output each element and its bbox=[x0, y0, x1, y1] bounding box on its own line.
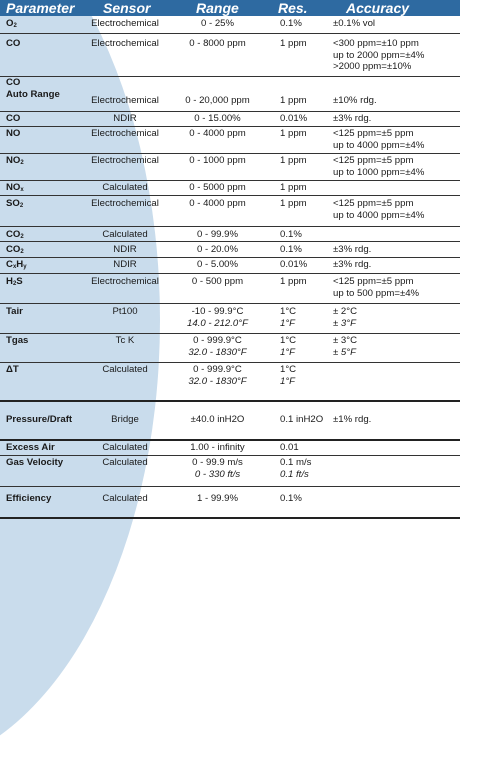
acc-cell: ±1% rdg. bbox=[333, 414, 372, 425]
parameter-cell: NOx bbox=[6, 182, 24, 193]
res-cell: 1 ppm bbox=[280, 198, 307, 209]
res-cell: 0.1 m/s 0.1 ft/s bbox=[280, 457, 312, 480]
res-cell: 0.1% bbox=[280, 244, 302, 255]
parameter-cell: NO bbox=[6, 128, 21, 139]
range-cell: 1 - 99.9% bbox=[196, 493, 239, 504]
range-cell: 0 - 999.9°C 32.0 - 1830°F bbox=[188, 364, 247, 387]
sensor-cell: Calculated bbox=[102, 442, 148, 453]
sensor-cell: Calculated bbox=[102, 457, 148, 468]
acc-cell: <125 ppm=±5 ppm up to 500 ppm=±4% bbox=[333, 276, 420, 299]
range-cell: 0 - 8000 ppm bbox=[189, 38, 246, 49]
table-row bbox=[0, 487, 460, 519]
parameter-cell: Efficiency bbox=[6, 493, 52, 504]
res-cell: 1 ppm bbox=[280, 95, 307, 106]
parameter-cell: CO bbox=[6, 113, 21, 124]
parameter-cell: CxHy bbox=[6, 259, 27, 270]
table-row bbox=[0, 227, 460, 242]
parameter-cell: Tair bbox=[6, 306, 23, 317]
header-sensor: Sensor bbox=[103, 0, 151, 16]
range-cell: 0 - 999.9°C 32.0 - 1830°F bbox=[188, 335, 247, 358]
parameter-cell: H2S bbox=[6, 276, 23, 287]
range-cell: 0 - 1000 ppm bbox=[189, 155, 246, 166]
parameter-cell: CO2 bbox=[6, 229, 24, 240]
range-cell: 0 - 4000 ppm bbox=[189, 198, 246, 209]
sensor-cell: Electrochemical bbox=[91, 128, 159, 139]
table-row bbox=[0, 441, 460, 456]
acc-cell: ±0.1% vol bbox=[333, 18, 376, 29]
sensor-cell: Pt100 bbox=[112, 306, 138, 317]
sensor-cell: Calculated bbox=[102, 364, 148, 375]
header-res: Res. bbox=[278, 0, 308, 16]
sensor-cell: Bridge bbox=[111, 414, 139, 425]
sensor-cell: Electrochemical bbox=[91, 38, 159, 49]
sensor-cell: Calculated bbox=[102, 182, 148, 193]
sensor-cell: Electrochemical bbox=[91, 276, 159, 287]
table-row bbox=[0, 34, 460, 77]
table-row bbox=[0, 242, 460, 258]
table-row bbox=[0, 402, 460, 441]
header-range: Range bbox=[196, 0, 239, 16]
table-row bbox=[0, 77, 460, 112]
acc-cell: <125 ppm=±5 ppm up to 1000 ppm=±4% bbox=[333, 155, 425, 178]
table-row bbox=[0, 127, 460, 154]
sensor-cell: Electrochemical bbox=[91, 95, 159, 106]
acc-cell: <125 ppm=±5 ppm up to 4000 ppm=±4% bbox=[333, 198, 425, 221]
range-cell: 0 - 99.9% bbox=[196, 229, 239, 240]
res-cell: 1°C 1°F bbox=[280, 306, 297, 329]
acc-cell: <300 ppm=±10 ppm up to 2000 ppm=±4% >2000 ppm=±10% bbox=[333, 38, 425, 72]
sensor-cell: Electrochemical bbox=[91, 18, 159, 29]
acc-cell: ±3% rdg. bbox=[333, 244, 372, 255]
acc-cell: ±10% rdg. bbox=[333, 95, 377, 106]
res-cell: 1°C 1°F bbox=[280, 335, 297, 358]
sensor-cell: Calculated bbox=[102, 229, 148, 240]
res-cell: 0.01% bbox=[280, 113, 308, 124]
parameter-cell: NO2 bbox=[6, 155, 24, 166]
parameter-cell: ΔT bbox=[6, 364, 19, 375]
parameter-cell: CO2 bbox=[6, 244, 24, 255]
parameter-cell: SO2 bbox=[6, 198, 24, 209]
table-row bbox=[0, 363, 460, 402]
range-cell: ±40.0 inH2O bbox=[190, 414, 245, 425]
sensor-cell: NDIR bbox=[113, 113, 137, 124]
parameter-cell: CO bbox=[6, 38, 21, 49]
res-cell: 0.1% bbox=[280, 229, 302, 240]
res-cell: 0.1% bbox=[280, 493, 302, 504]
table-header bbox=[0, 0, 460, 16]
table-row bbox=[0, 154, 460, 181]
res-cell: 1 ppm bbox=[280, 38, 307, 49]
range-cell: 0 - 20,000 ppm bbox=[185, 95, 250, 106]
res-cell: 0.01 bbox=[280, 442, 299, 453]
res-cell: 1 ppm bbox=[280, 128, 307, 139]
table-row bbox=[0, 181, 460, 196]
table-row bbox=[0, 112, 460, 127]
acc-cell: ±3% rdg. bbox=[333, 259, 372, 270]
sensor-cell: NDIR bbox=[113, 259, 137, 270]
parameter-cell: Pressure/Draft bbox=[6, 414, 73, 425]
range-cell: 0 - 500 ppm bbox=[191, 276, 244, 287]
sensor-cell: Electrochemical bbox=[91, 155, 159, 166]
range-cell: -10 - 99.9°C 14.0 - 212.0°F bbox=[187, 306, 248, 329]
parameter-cell: O2 bbox=[6, 18, 17, 29]
table-row bbox=[0, 274, 460, 304]
sensor-cell: Calculated bbox=[102, 493, 148, 504]
sensor-cell: Electrochemical bbox=[91, 198, 159, 209]
range-cell: 0 - 20.0% bbox=[196, 244, 239, 255]
acc-cell: ±3% rdg. bbox=[333, 113, 372, 124]
acc-cell: <125 ppm=±5 ppm up to 4000 ppm=±4% bbox=[333, 128, 425, 151]
header-parameter: Parameter bbox=[6, 0, 75, 16]
sensor-cell: Tc K bbox=[115, 335, 135, 346]
res-cell: 1°C 1°F bbox=[280, 364, 297, 387]
parameter-cell: CO Auto Range bbox=[6, 77, 60, 100]
res-cell: 0.1% bbox=[280, 18, 302, 29]
acc-cell: ± 2°C ± 3°F bbox=[333, 306, 358, 329]
table-row bbox=[0, 334, 460, 363]
table-row bbox=[0, 258, 460, 274]
range-cell: 0 - 15.00% bbox=[194, 113, 241, 124]
res-cell: 1 ppm bbox=[280, 276, 307, 287]
res-cell: 0.1 inH2O bbox=[280, 414, 324, 425]
header-accuracy: Accuracy bbox=[346, 0, 410, 16]
sensor-cell: NDIR bbox=[113, 244, 137, 255]
range-cell: 0 - 25% bbox=[200, 18, 235, 29]
table-row bbox=[0, 196, 460, 227]
range-cell: 0 - 4000 ppm bbox=[189, 128, 246, 139]
acc-cell: ± 3°C ± 5°F bbox=[333, 335, 358, 358]
parameter-cell: Tgas bbox=[6, 335, 29, 346]
table-row bbox=[0, 456, 460, 487]
res-cell: 1 ppm bbox=[280, 182, 307, 193]
table-body bbox=[0, 16, 460, 519]
res-cell: 1 ppm bbox=[280, 155, 307, 166]
range-cell: 0 - 5.00% bbox=[196, 259, 239, 270]
table-row bbox=[0, 16, 460, 34]
res-cell: 0.01% bbox=[280, 259, 308, 270]
parameter-cell: Excess Air bbox=[6, 442, 55, 453]
range-cell: 0 - 5000 ppm bbox=[189, 182, 246, 193]
range-cell: 1.00 - infinity bbox=[190, 442, 245, 453]
range-cell: 0 - 99.9 m/s 0 - 330 ft/s bbox=[192, 457, 243, 480]
parameter-cell: Gas Velocity bbox=[6, 457, 64, 468]
table-row bbox=[0, 304, 460, 334]
